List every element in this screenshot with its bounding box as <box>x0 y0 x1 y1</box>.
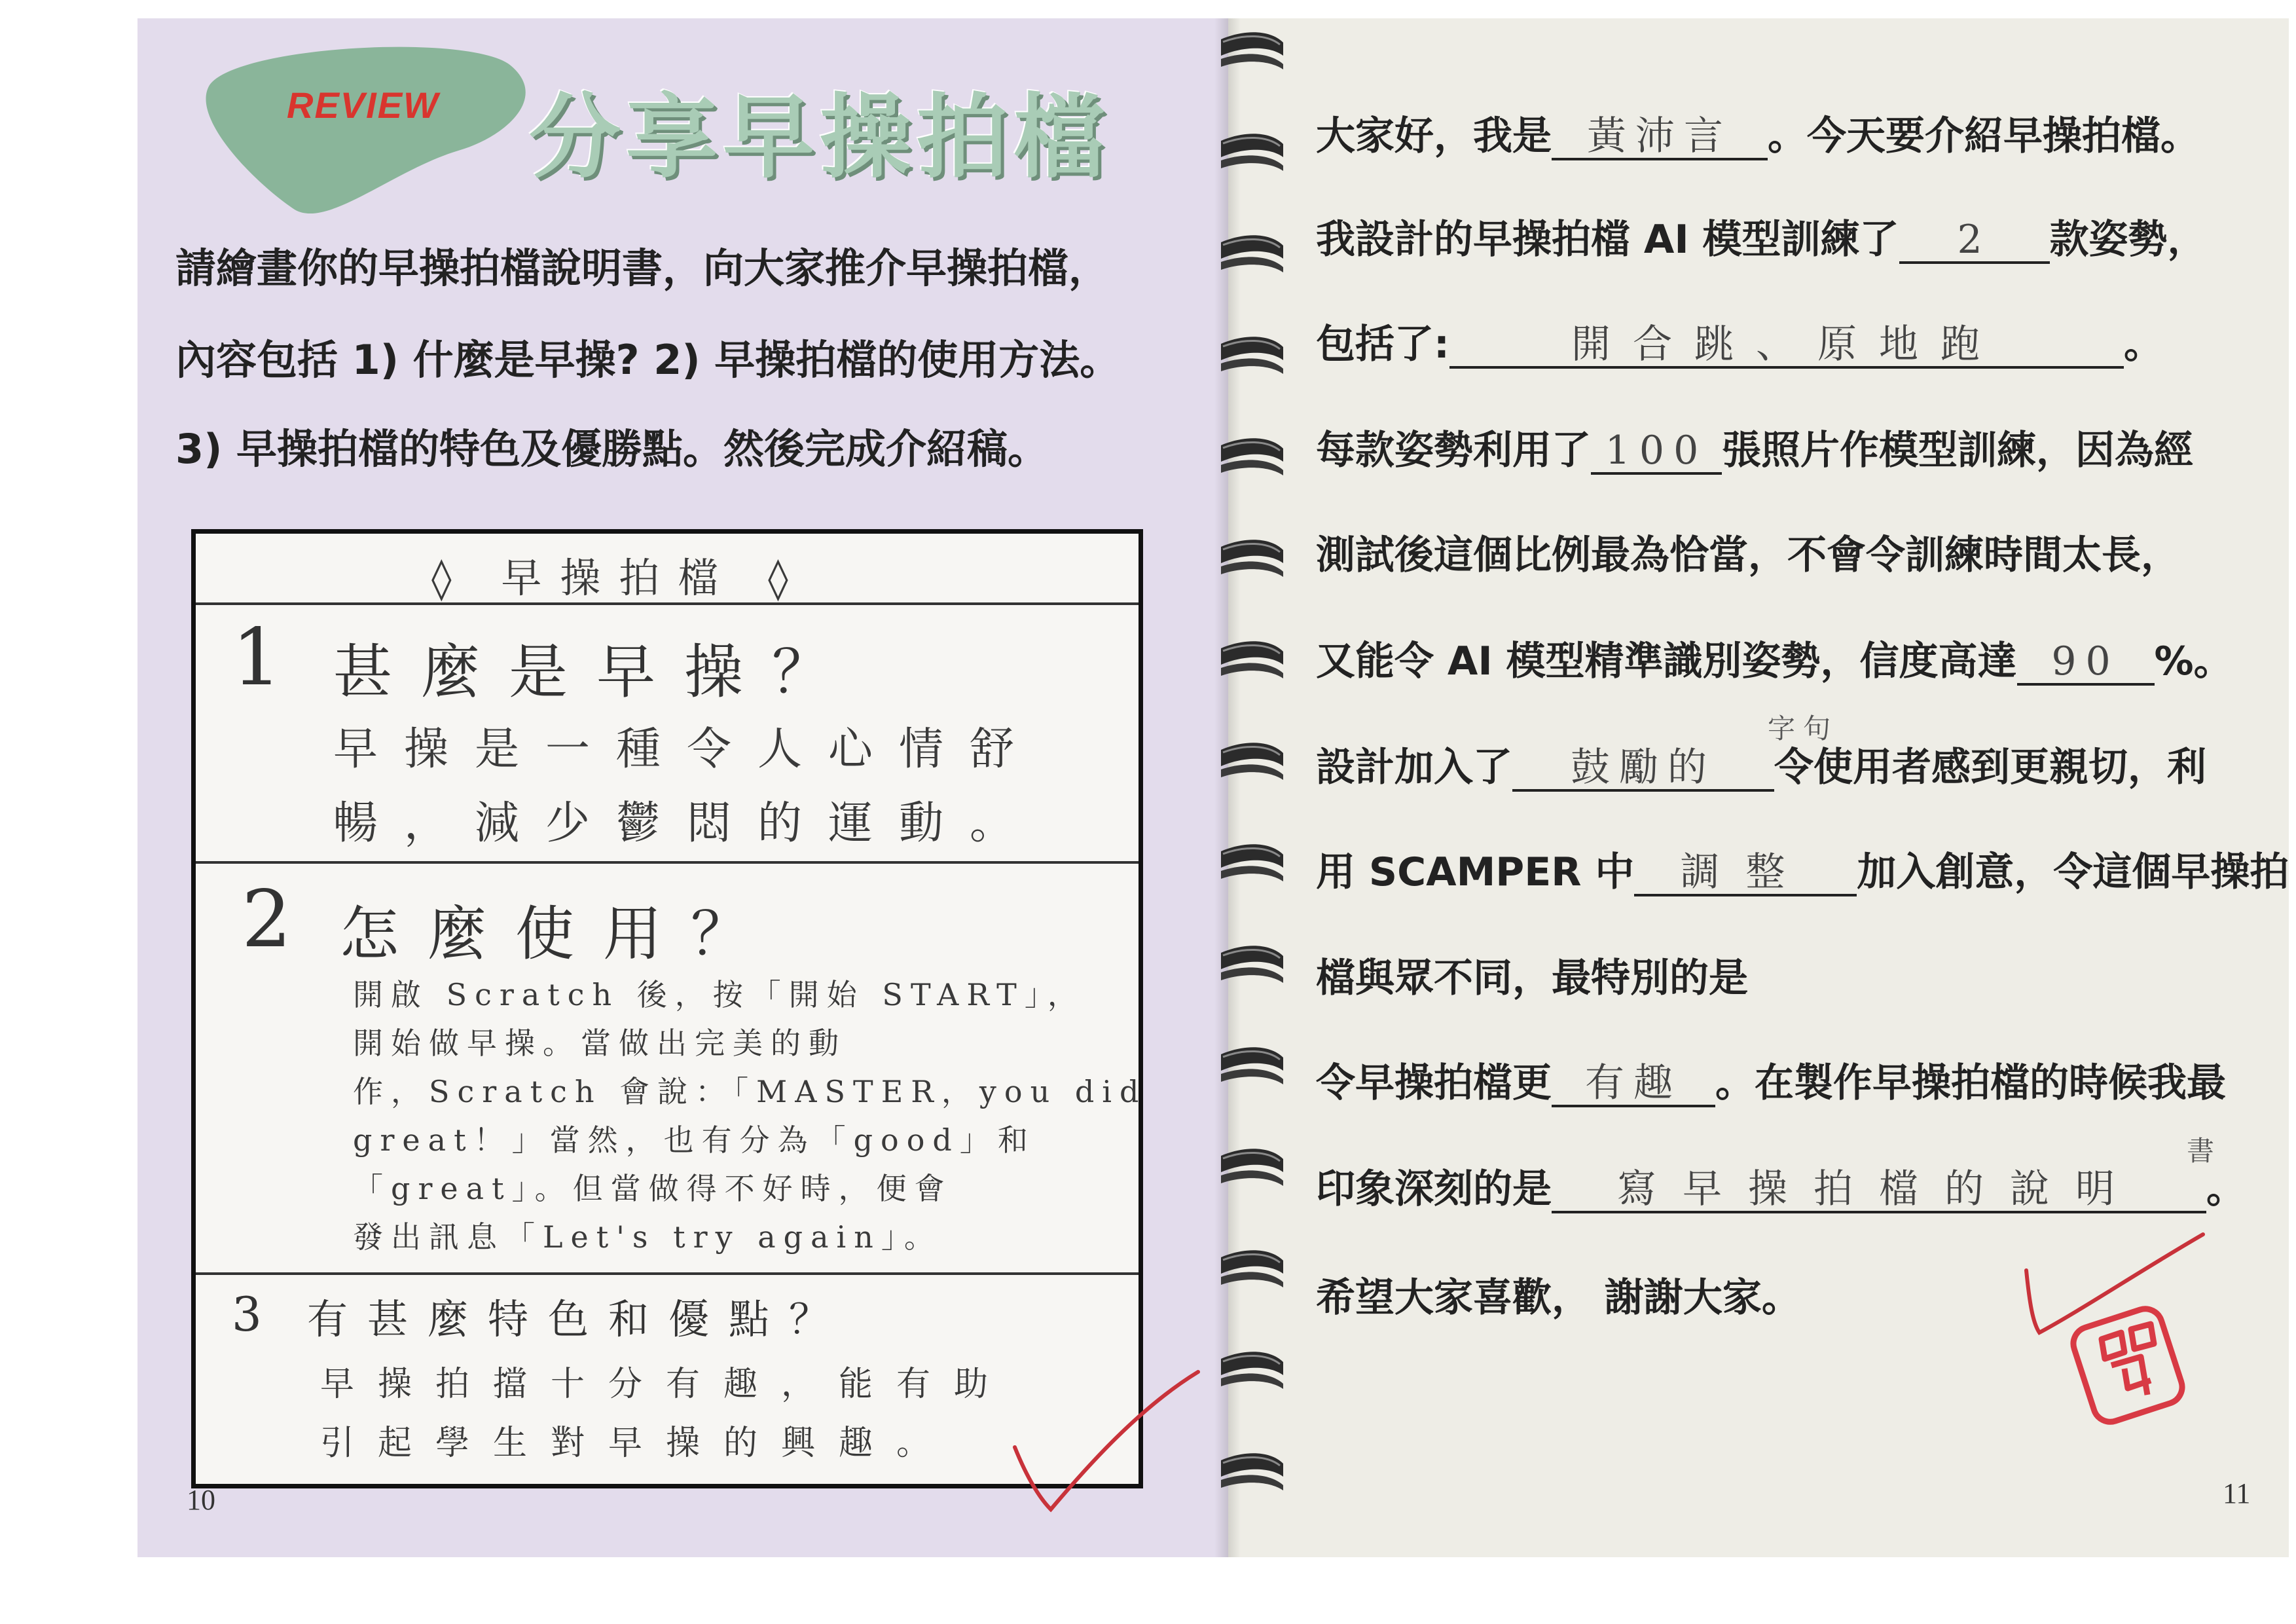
teacher-stamp <box>2062 1303 2193 1428</box>
section-3-number: 3 <box>232 1287 262 1342</box>
script-line-7: 設計加入了 鼓勵的 令使用者感到更親切，利 <box>1316 745 2206 790</box>
encourage-blank: 鼓勵的 <box>1512 746 1774 792</box>
section-1-line-1: 早操是一種令人心情舒 <box>333 724 1041 775</box>
section-2-line-3: 作，Scratch 會說：「MASTER，you did <box>353 1074 1147 1109</box>
section-2-line-5: 「great」。但當做得不好時，便會 <box>353 1171 953 1206</box>
manual-title: ◊ 早操拍檔 ◊ <box>431 554 807 602</box>
binding-ring <box>1218 534 1290 580</box>
section-2-line-6: 發出訊息「Let's try again」。 <box>353 1219 942 1255</box>
binding-ring <box>1218 1346 1290 1392</box>
section-1-line-2: 暢，減少鬱悶的運動。 <box>333 798 1041 849</box>
photos-blank: 100 <box>1591 429 1722 475</box>
script-line-3: 包括了: 開合跳、原地跑 。 <box>1316 322 2163 367</box>
binding-ring <box>1218 432 1290 478</box>
section-1-number: 1 <box>232 612 282 703</box>
script-line-9: 檔與眾不同，最特別的是 <box>1316 955 1748 1001</box>
script-line-8: 用 SCAMPER 中 調整 加入創意，令這個早操拍 <box>1316 849 2289 895</box>
binding-ring <box>1218 331 1290 377</box>
scamper-blank: 調整 <box>1634 851 1857 896</box>
section-2-heading: 怎麼使用？ <box>340 900 778 969</box>
section-2-number: 2 <box>242 874 292 965</box>
script-line-12: 希望大家喜歡， 謝謝大家。 <box>1316 1275 1801 1321</box>
binding-ring <box>1218 940 1290 986</box>
impression-blank: 寫早操拍檔的說明 <box>1552 1168 2206 1213</box>
script-line-4: 每款姿勢利用了 100 張照片作模型訓練，因為經 <box>1316 428 2193 473</box>
diamond-icon: ◊ <box>737 554 807 602</box>
review-badge: REVIEW <box>287 84 439 126</box>
review-badge-shape <box>196 39 537 236</box>
instruction-line-1: 請繪畫你的早操拍檔說明書，向大家推介早操拍檔， <box>175 244 1110 292</box>
section-3-heading: 有甚麼特色和優點？ <box>307 1295 850 1343</box>
binding-ring <box>1218 1143 1290 1189</box>
binding-ring <box>1218 838 1290 884</box>
section-1-heading: 甚麼是早操？ <box>333 638 860 707</box>
script-line-5: 測試後這個比例最為恰當，不會令訓練時間太長， <box>1316 532 2180 578</box>
instruction-line-2: 內容包括 1) 什麼是早操? 2) 早操拍檔的使用方法。 <box>175 336 1121 384</box>
name-blank: 黃沛言 <box>1552 115 1768 160</box>
binding-ring <box>1218 1244 1290 1290</box>
divider <box>196 602 1139 605</box>
binding-ring <box>1218 737 1290 783</box>
instruction-line-3: 3) 早操拍檔的特色及優勝點。然後完成介紹稿。 <box>175 425 1049 473</box>
binding-ring <box>1218 1041 1290 1087</box>
divider <box>196 861 1139 864</box>
poses-blank: 開合跳、原地跑 <box>1449 323 2124 369</box>
section-3-line-2: 引起學生對早操的興趣。 <box>320 1424 955 1463</box>
note-shu: 書 <box>2187 1135 2223 1167</box>
pose-count-blank: 2 <box>1899 218 2050 264</box>
divider <box>196 1272 1139 1275</box>
note-zi-ju: 字句 <box>1768 712 1839 745</box>
script-line-2: 我設計的早操拍檔 AI 模型訓練了 2 款姿勢， <box>1316 217 2207 263</box>
section-2-line-1: 開啟 Scratch 後，按「開始 START」， <box>353 977 1085 1012</box>
diamond-icon: ◊ <box>431 554 501 602</box>
special-blank: 有趣 <box>1552 1061 1715 1107</box>
section-2-line-2: 開始做早操。當做出完美的動 <box>353 1025 847 1061</box>
check-mark-icon <box>1008 1369 1205 1526</box>
page-number-right: 11 <box>2223 1477 2251 1509</box>
binding-ring <box>1218 128 1290 174</box>
script-line-11: 印象深刻的是 寫早操拍檔的說明 。 <box>1316 1166 2246 1212</box>
binding-ring <box>1218 1447 1290 1493</box>
script-line-10: 令早操拍檔更 有趣 。在製作早操拍檔的時候我最 <box>1316 1060 2226 1106</box>
section-2-line-4: great！」當然，也有分為「good」和 <box>353 1122 1036 1158</box>
section-3-line-1: 早操拍擋十分有趣，能有助 <box>320 1365 1012 1404</box>
handwritten-manual-box <box>191 529 1147 1488</box>
page-number-left: 10 <box>187 1484 215 1516</box>
script-line-6: 又能令 AI 模型精準識別姿勢，信度高達 90 %。 <box>1316 638 2233 684</box>
page-title: 分享早操拍檔 <box>529 84 1111 191</box>
binding-ring <box>1218 26 1290 72</box>
binding-ring <box>1218 229 1290 275</box>
script-line-1: 大家好，我是 黃沛言 。今天要介紹早操拍檔。 <box>1316 113 2200 159</box>
binding-ring <box>1218 635 1290 681</box>
confidence-blank: 90 <box>2017 640 2155 686</box>
